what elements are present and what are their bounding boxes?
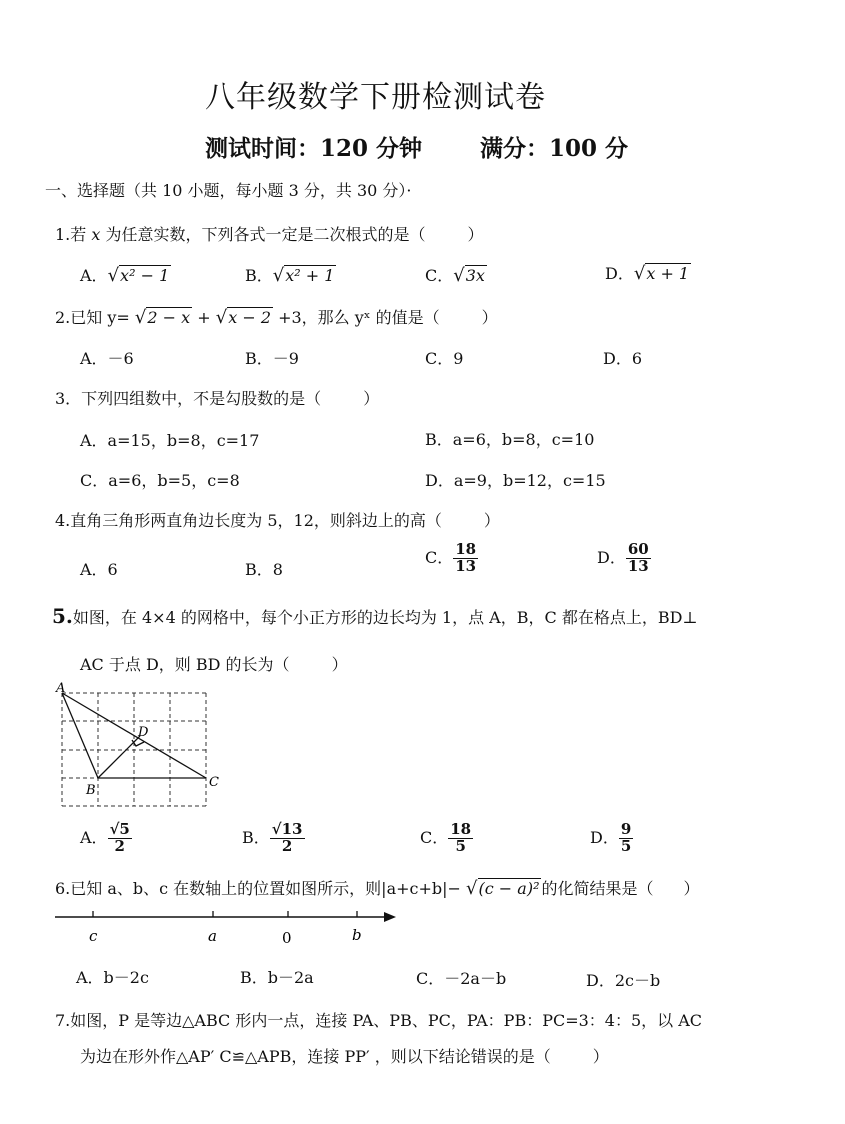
q2-option-c[interactable]: C．9 — [425, 349, 464, 368]
q4-option-a[interactable]: A．6 — [80, 560, 118, 579]
q1-text-pre: 1.若 — [55, 225, 92, 244]
axis-label-a: a — [208, 927, 217, 945]
fraction-denominator: 2 — [114, 836, 125, 855]
q5-option-letter: B． — [242, 827, 270, 847]
q4-option-b[interactable]: B．8 — [245, 560, 283, 579]
q6-option-a[interactable]: A．b－2c — [76, 968, 149, 987]
page-title: 八年级数学下册检测试卷 — [205, 80, 546, 115]
q5-number: 5. — [52, 604, 73, 628]
q5-option-b[interactable] — [242, 822, 305, 855]
q4-option-letter: C． — [425, 547, 454, 567]
q3-option-d[interactable]: D．a=9，b=12，c=15 — [425, 471, 606, 490]
q1-radicand-b: x² + 1 — [285, 266, 335, 285]
q7-line2: 为边在形外作△AP′ C≌△APB，连接 PP′ ，则以下结论错误的是（ — [80, 1047, 551, 1066]
axis-label-zero: 0 — [282, 929, 292, 947]
q3-option-b[interactable]: B．a=6，b=8，c=10 — [425, 430, 595, 449]
question-7-line2 — [80, 1044, 609, 1067]
q2-text-post: +3，那么 yˣ 的值是（ — [273, 308, 440, 327]
fraction-numerator: 18 — [455, 540, 477, 558]
question-2: 2.已知 y= √2 − x + √x − 2 +3，那么 yˣ 的值是（ ） — [55, 307, 498, 328]
q6-option-c[interactable]: C．－2a－b — [416, 969, 507, 988]
q4-option-d[interactable] — [597, 542, 651, 575]
q2-plus: + — [192, 308, 216, 327]
q3-option-a[interactable]: A．a=15，b=8，c=17 — [80, 431, 260, 450]
point-c-label: C — [209, 775, 219, 790]
q2-radicand-2: x − 2 — [228, 308, 271, 327]
fraction-numerator: 18 — [450, 820, 472, 838]
q4-close: ） — [483, 511, 500, 530]
q2-option-b[interactable]: B．－9 — [245, 349, 299, 368]
q1-text-post: 为任意实数，下列各式一定是二次根式的是（ — [100, 225, 426, 244]
fraction-denominator: 13 — [627, 556, 649, 575]
q1-option-c[interactable]: C．√3x — [425, 265, 485, 286]
fraction-numerator: √13 — [271, 820, 303, 838]
q3-option-c[interactable]: C．a=6，b=5，c=8 — [80, 471, 240, 490]
question-4 — [55, 508, 500, 531]
q6-text-pre: 6.已知 a、b、c 在数轴上的位置如图所示，则|a+c+b|− — [55, 879, 467, 898]
question-6: 6.已知 a、b、c 在数轴上的位置如图所示，则|a+c+b|− √(c − a)² 的化简结果是（ ） — [55, 878, 700, 899]
q5-option-letter: C． — [420, 827, 449, 847]
question-1 — [55, 222, 484, 245]
q1-option-a[interactable]: A．√x² − 1 — [80, 265, 170, 286]
q5-grid-figure — [52, 680, 232, 810]
q6-number-line — [50, 905, 400, 950]
q1-option-letter: B． — [245, 266, 273, 285]
q5-option-a[interactable] — [80, 822, 132, 855]
q1-radicand-a: x² − 1 — [120, 266, 170, 285]
point-b-label: B — [86, 783, 96, 798]
q5-option-c[interactable] — [420, 822, 473, 855]
point-d-label: D — [138, 725, 149, 740]
q1-var: x — [91, 225, 101, 244]
q5-option-letter: A． — [80, 827, 108, 847]
fraction — [626, 542, 651, 575]
q2-option-a[interactable]: A．－6 — [80, 349, 134, 368]
q1-radicand-c: 3x — [465, 266, 485, 285]
q4-text: 4.直角三角形两直角边长度为 5，12，则斜边上的高（ — [55, 511, 442, 530]
question-7: 7.如图，P 是等边△ABC 形内一点，连接 PA、PB、PC，PA：PB：PC=3：4：5，以 AC — [55, 1011, 703, 1030]
fraction-numerator: √5 — [109, 820, 130, 838]
axis-arrow-icon — [384, 912, 396, 922]
q1-close: ） — [467, 225, 484, 244]
question-5-line2 — [80, 652, 348, 675]
q7-close: ） — [592, 1047, 609, 1066]
fraction-denominator: 2 — [281, 836, 293, 855]
fraction-denominator: 5 — [455, 836, 466, 855]
q1-option-d[interactable]: D．√x + 1 — [605, 263, 690, 284]
q1-option-b[interactable]: B．√x² + 1 — [245, 265, 335, 286]
fraction-denominator: 5 — [620, 836, 632, 855]
q2-text-pre: 2.已知 y= — [55, 308, 135, 327]
axis-label-c: c — [89, 927, 98, 945]
q4-option-c[interactable] — [425, 542, 478, 575]
fraction — [619, 822, 633, 855]
full-score: 满分：100 分 — [480, 135, 629, 162]
q5-close: ） — [331, 655, 348, 674]
q5-line2: AC 于点 D，则 BD 的长为（ — [80, 655, 290, 674]
fraction — [448, 822, 473, 855]
q1-option-letter: C． — [425, 266, 454, 285]
fraction-numerator: 9 — [620, 820, 632, 838]
q5-line1: 如图，在 4×4 的网格中，每个小正方形的边长均为 1，点 A，B，C 都在格点上，BD⊥ — [72, 608, 698, 627]
exam-time: 测试时间：120 分钟 — [205, 135, 423, 162]
question-3 — [55, 386, 379, 409]
question-5 — [52, 604, 697, 628]
q5-option-letter: D． — [590, 827, 619, 847]
q2-option-d[interactable]: D．6 — [603, 349, 643, 368]
q1-option-letter: A． — [80, 266, 108, 285]
fraction — [453, 542, 478, 575]
q3-close: ） — [363, 389, 380, 408]
q6-close: ） — [683, 879, 700, 898]
q5-option-d[interactable] — [590, 822, 633, 855]
q6-option-d[interactable]: D．2c－b — [586, 971, 661, 990]
q6-text-post: 的化简结果是（ — [541, 879, 654, 898]
q3-text: 3．下列四组数中，不是勾股数的是（ — [55, 389, 322, 408]
q2-close: ） — [481, 308, 498, 327]
axis-label-b: b — [352, 926, 362, 944]
q2-radicand-1: 2 − x — [147, 308, 191, 327]
point-a-label: A — [56, 681, 66, 696]
fraction-numerator: 60 — [627, 540, 649, 558]
q1-radicand-d: x + 1 — [646, 264, 690, 283]
fraction — [270, 822, 305, 855]
q6-radicand: (c − a)² — [478, 879, 540, 898]
grid-lines — [62, 693, 206, 806]
q4-option-letter: D． — [597, 547, 626, 567]
q6-option-b[interactable]: B．b－2a — [240, 968, 314, 987]
q1-option-letter: D． — [605, 264, 634, 283]
fraction — [108, 822, 132, 855]
section-heading: 一、选择题（共 10 小题，每小题 3 分，共 30 分）· — [45, 181, 412, 200]
fraction-denominator: 13 — [455, 556, 477, 575]
